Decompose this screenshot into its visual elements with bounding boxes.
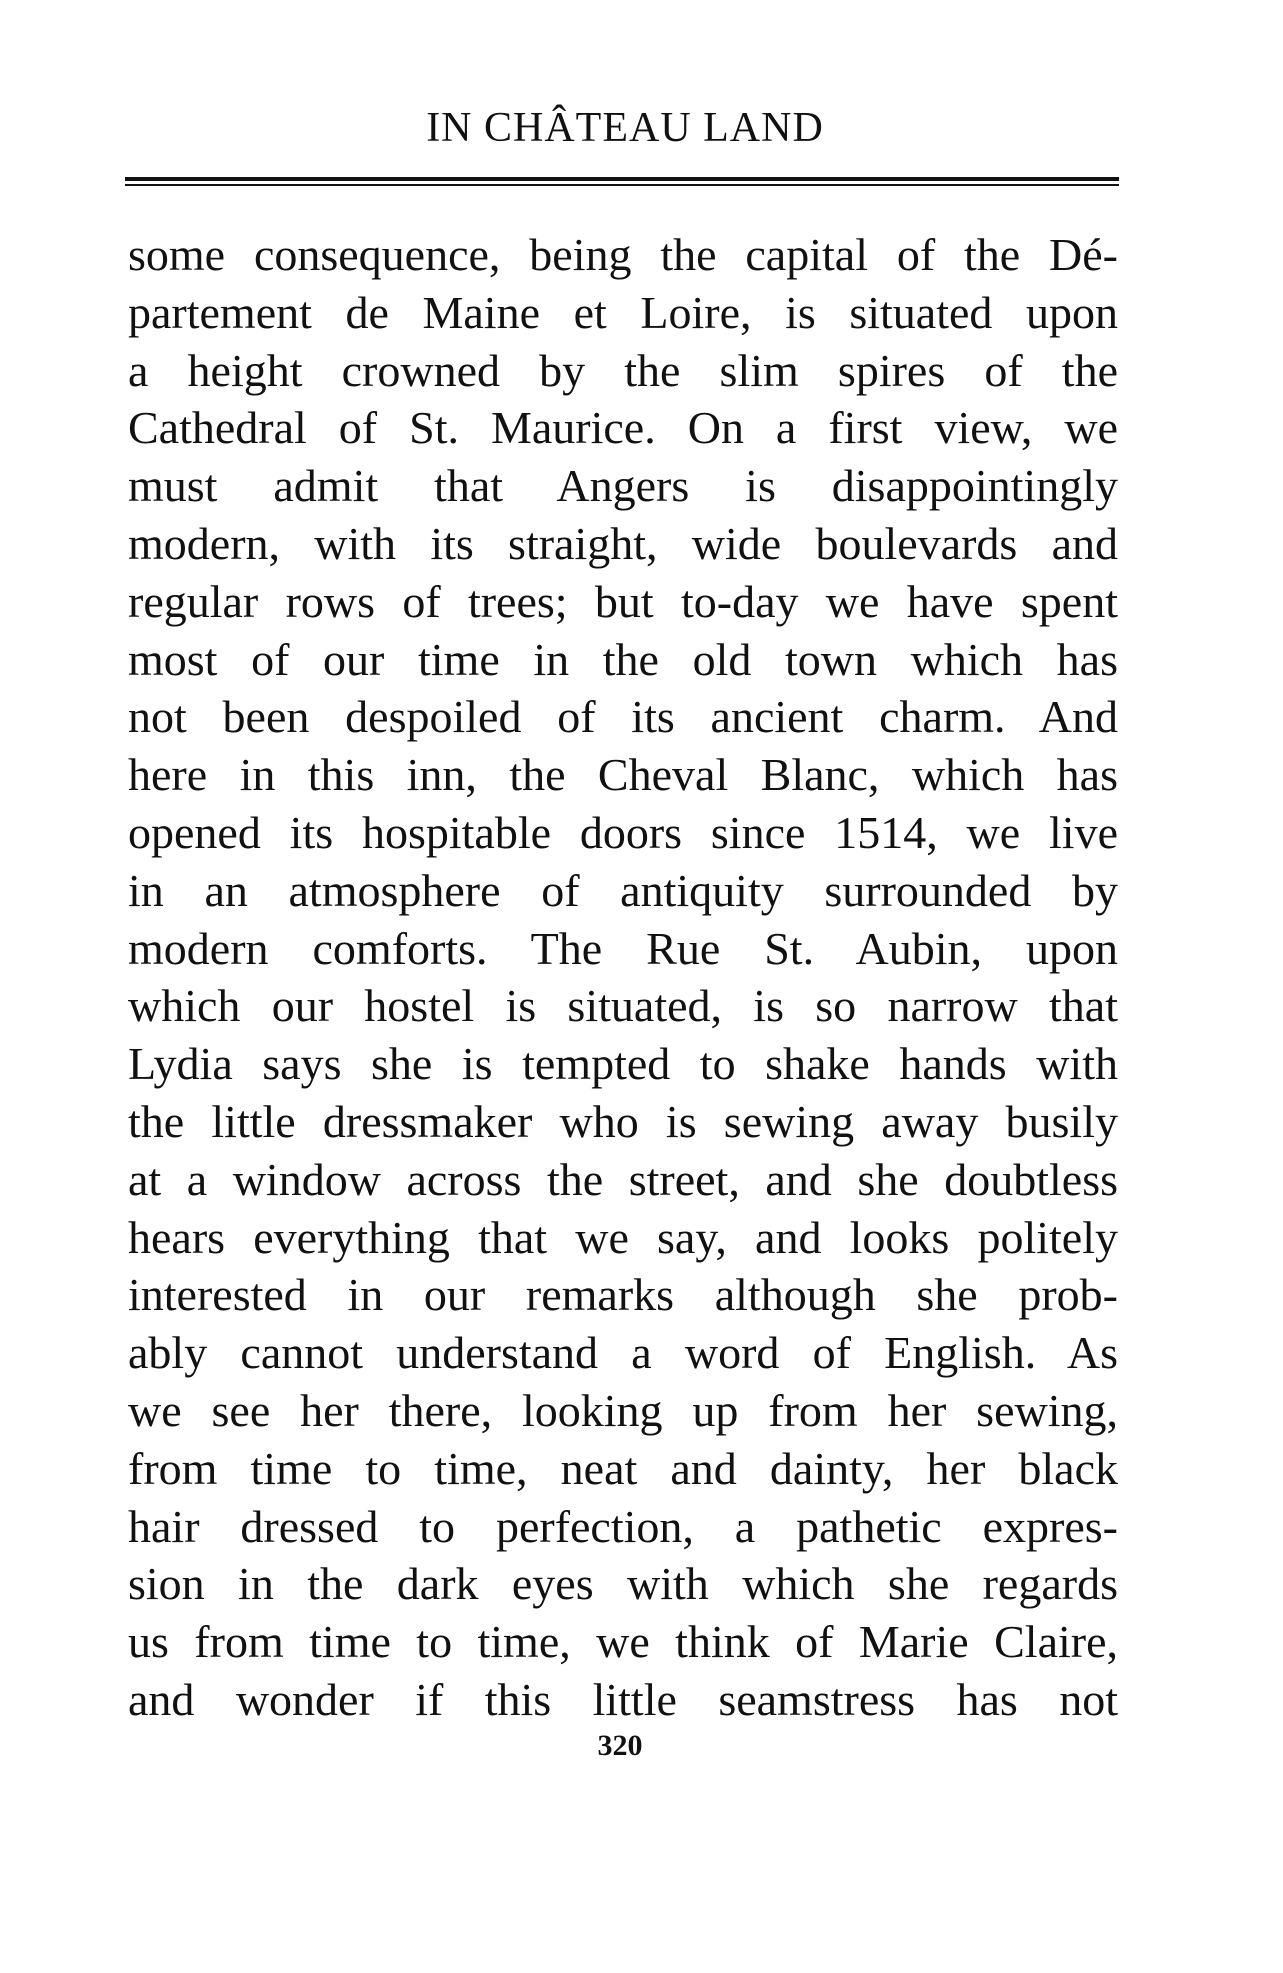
body-text xyxy=(128,226,1118,1729)
page-number: 320 xyxy=(597,1729,643,1762)
text-line: in an atmosphere of antiquity surrounded by xyxy=(128,864,1118,916)
header-rule xyxy=(125,177,1119,186)
text-line: Lydia says she is tempted to shake hands with xyxy=(128,1038,1118,1090)
text-line: the little dressmaker who is sewing away busily xyxy=(128,1095,1118,1147)
text-line: opened its hospitable doors since 1514, we live xyxy=(128,806,1118,858)
text-line: modern comforts. The Rue St. Aubin, upon xyxy=(128,922,1118,974)
text-line: we see her there, looking up from her sewing, xyxy=(128,1384,1118,1436)
text-line: some consequence, being the capital of the Dé- xyxy=(128,229,1118,280)
text-line: not been despoiled of its ancient charm. And xyxy=(128,691,1118,743)
text-line: and wonder if this little seamstress has not xyxy=(128,1673,1118,1725)
text-line: must admit that Angers is disappointingly xyxy=(128,460,1118,512)
text-line: ably cannot understand a word of English. As xyxy=(128,1327,1118,1379)
text-line: interested in our remarks although she prob- xyxy=(128,1269,1118,1321)
text-line: hair dressed to perfection, a pathetic expres- xyxy=(128,1500,1118,1552)
text-line: modern, with its straight, wide boulevards and xyxy=(128,517,1118,569)
text-line: here in this inn, the Cheval Blanc, which has xyxy=(128,749,1118,801)
text-line: us from time to time, we think of Marie Claire, xyxy=(128,1616,1118,1668)
text-line: hears everything that we say, and looks politely xyxy=(128,1211,1118,1263)
text-line: at a window across the street, and she doubtless xyxy=(128,1153,1118,1205)
text-line: sion in the dark eyes with which she regards xyxy=(128,1558,1118,1610)
text-line: which our hostel is situated, is so narrow that xyxy=(128,980,1118,1032)
text-line: most of our time in the old town which has xyxy=(128,633,1118,685)
text-line: a height crowned by the slim spires of the xyxy=(128,344,1118,396)
text-line: regular rows of trees; but to-day we have spent xyxy=(128,575,1118,627)
text-line: partement de Maine et Loire, is situated upon xyxy=(128,286,1118,338)
text-line: from time to time, neat and dainty, her black xyxy=(128,1442,1118,1494)
header-rule-thin xyxy=(125,184,1119,186)
running-head-title: IN CHÂTEAU LAND xyxy=(426,105,824,151)
text-line: Cathedral of St. Maurice. On a first view, we xyxy=(128,402,1118,454)
